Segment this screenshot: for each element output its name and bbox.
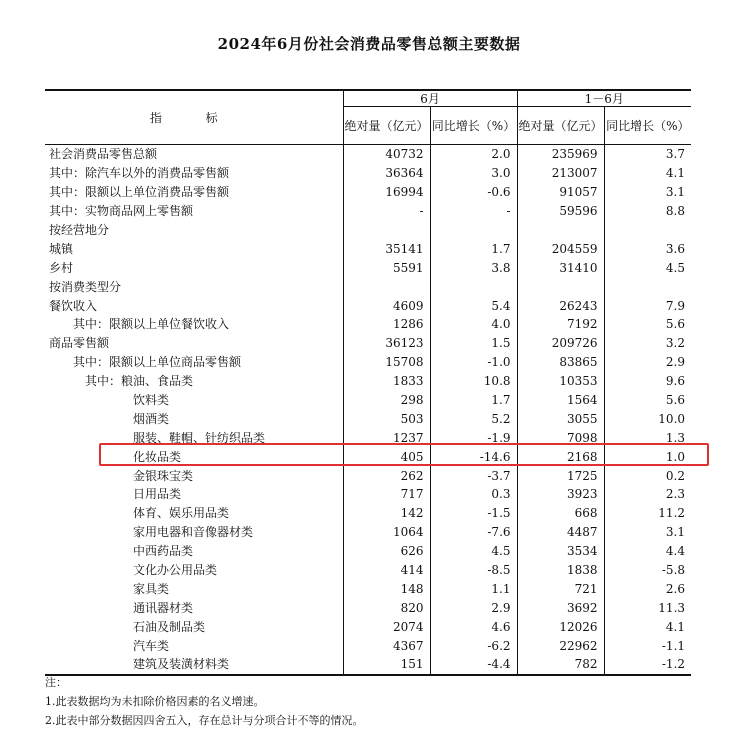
abs-header-label: 绝对量（亿元） xyxy=(344,118,429,133)
cell-ytd-abs: 213007 xyxy=(517,164,604,183)
row-label: 日用品类 xyxy=(133,487,182,502)
cell-jun-abs xyxy=(343,277,430,296)
cell-ytd-abs: 3534 xyxy=(517,542,604,561)
cell-ytd-abs xyxy=(517,277,604,296)
cell-jun-yoy: -1.5 xyxy=(430,504,517,523)
cell-ytd-yoy: 0.2 xyxy=(604,466,691,485)
cell-jun-abs: 1286 xyxy=(343,315,430,334)
cell-ytd-abs: 22962 xyxy=(517,636,604,655)
note-2: 2.此表中部分数据因四舍五入，存在总计与分项合计不等的情况。 xyxy=(45,714,364,727)
cell-ytd-abs: 12026 xyxy=(517,617,604,636)
cell-jun-abs: 35141 xyxy=(343,239,430,258)
cell-jun-yoy: -1.9 xyxy=(430,428,517,447)
table-row xyxy=(45,636,691,655)
cell-jun-yoy: 4.6 xyxy=(430,617,517,636)
cell-jun-yoy: -3.7 xyxy=(430,466,517,485)
ytd-abs-header xyxy=(517,107,604,145)
cell-jun-abs: 5591 xyxy=(343,258,430,277)
june-group-header: 6月 xyxy=(343,90,517,107)
indicator-header: 指 标 xyxy=(45,90,343,145)
row-label: 社会消费品零售总额 xyxy=(49,147,158,162)
cell-jun-yoy: 2.9 xyxy=(430,598,517,617)
cell-jun-yoy: 2.0 xyxy=(430,145,517,164)
june-abs-header xyxy=(343,107,430,145)
cell-jun-yoy: 3.8 xyxy=(430,258,517,277)
cell-jun-abs: 2074 xyxy=(343,617,430,636)
row-label: 体育、娱乐用品类 xyxy=(133,506,230,521)
cell-ytd-yoy: 3.1 xyxy=(604,523,691,542)
row-label: 服装、鞋帽、针纺织品类 xyxy=(133,430,266,445)
cell-ytd-abs: 2168 xyxy=(517,447,604,466)
cell-jun-abs: 151 xyxy=(343,655,430,675)
cell-ytd-yoy: 9.6 xyxy=(604,372,691,391)
yoy-header-label: 同比增长（%） xyxy=(606,118,690,133)
row-label: 化妆品类 xyxy=(133,449,182,464)
highlight-box xyxy=(99,443,709,466)
table-row xyxy=(45,183,691,202)
cell-ytd-yoy: 1.0 xyxy=(604,447,691,466)
cell-jun-abs: 1237 xyxy=(343,428,430,447)
row-label: 建筑及装潢材料类 xyxy=(45,655,343,675)
table-row xyxy=(45,466,691,485)
cell-jun-abs: 626 xyxy=(343,542,430,561)
cell-ytd-yoy xyxy=(604,277,691,296)
table-row xyxy=(45,315,691,334)
cell-jun-abs: - xyxy=(343,202,430,221)
cell-ytd-abs: 3692 xyxy=(517,598,604,617)
table-row xyxy=(45,561,691,580)
cell-jun-abs: 16994 xyxy=(343,183,430,202)
cell-jun-yoy: 4.5 xyxy=(430,542,517,561)
row-label: 城镇 xyxy=(49,241,74,256)
table-row xyxy=(45,334,691,353)
cell-ytd-abs: 7192 xyxy=(517,315,604,334)
cell-ytd-yoy: 4.1 xyxy=(604,617,691,636)
table-row xyxy=(45,296,691,315)
cell-jun-abs: 4609 xyxy=(343,296,430,315)
cell-ytd-abs: 26243 xyxy=(517,296,604,315)
ytd-yoy-header xyxy=(604,107,691,145)
row-label: 其中：粮油、食品类 xyxy=(85,374,194,389)
table-row xyxy=(45,221,691,240)
row-label: 家具类 xyxy=(133,581,170,596)
cell-jun-yoy: -1.0 xyxy=(430,353,517,372)
cell-ytd-yoy: 4.1 xyxy=(604,164,691,183)
cell-ytd-abs: 721 xyxy=(517,579,604,598)
ytd-group-header: 1－6月 xyxy=(517,90,691,107)
cell-jun-yoy xyxy=(430,277,517,296)
cell-ytd-abs: 3055 xyxy=(517,409,604,428)
cell-ytd-yoy: 5.6 xyxy=(604,391,691,410)
cell-jun-abs: 1064 xyxy=(343,523,430,542)
table-title: 2024年6月份社会消费品零售总额主要数据 xyxy=(217,35,521,53)
cell-jun-abs: 148 xyxy=(343,579,430,598)
cell-jun-yoy: 1.1 xyxy=(430,579,517,598)
cell-jun-abs: 36123 xyxy=(343,334,430,353)
cell-ytd-abs: 91057 xyxy=(517,183,604,202)
cell-jun-yoy: -0.6 xyxy=(430,183,517,202)
row-label: 石油及制品类 xyxy=(133,619,206,634)
table-row xyxy=(45,353,691,372)
cell-ytd-yoy xyxy=(604,221,691,240)
row-label: 家用电器和音像器材类 xyxy=(133,525,254,540)
cell-ytd-yoy: 2.3 xyxy=(604,485,691,504)
abs-header-label: 绝对量（亿元） xyxy=(518,118,603,133)
cell-jun-abs: 15708 xyxy=(343,353,430,372)
cell-ytd-abs: 7098 xyxy=(517,428,604,447)
cell-jun-abs: 142 xyxy=(343,504,430,523)
cell-jun-yoy: 3.0 xyxy=(430,164,517,183)
row-label: 金银珠宝类 xyxy=(133,468,194,483)
cell-ytd-abs: 59596 xyxy=(517,202,604,221)
cell-jun-yoy: -8.5 xyxy=(430,561,517,580)
table-body xyxy=(45,145,691,675)
cell-ytd-yoy: 3.6 xyxy=(604,239,691,258)
row-label: 其中：限额以上单位商品零售额 xyxy=(73,355,242,370)
table-row xyxy=(45,579,691,598)
cell-ytd-yoy: 2.6 xyxy=(604,579,691,598)
row-label: 乡村 xyxy=(49,260,74,275)
cell-jun-abs: 820 xyxy=(343,598,430,617)
note-heading: 注： xyxy=(45,676,67,689)
row-label: 餐饮收入 xyxy=(49,298,98,313)
footnotes xyxy=(45,673,364,730)
row-label: 汽车类 xyxy=(133,638,170,653)
cell-ytd-abs: 1564 xyxy=(517,391,604,410)
yoy-header-label: 同比增长（%） xyxy=(431,118,516,133)
table-row xyxy=(45,372,691,391)
cell-ytd-abs: 668 xyxy=(517,504,604,523)
cell-jun-yoy: 4.0 xyxy=(430,315,517,334)
cell-jun-yoy: -14.6 xyxy=(430,447,517,466)
cell-ytd-yoy: -5.8 xyxy=(604,561,691,580)
cell-jun-yoy: - xyxy=(430,202,517,221)
cell-ytd-abs: 235969 xyxy=(517,145,604,164)
cell-jun-yoy: -4.4 xyxy=(430,655,517,675)
cell-ytd-abs: 204559 xyxy=(517,239,604,258)
cell-jun-abs: 262 xyxy=(343,466,430,485)
cell-ytd-yoy: 7.9 xyxy=(604,296,691,315)
row-label: 按消费类型分 xyxy=(49,279,122,294)
cell-jun-yoy xyxy=(430,221,517,240)
cell-jun-yoy: -7.6 xyxy=(430,523,517,542)
cell-ytd-yoy: 3.2 xyxy=(604,334,691,353)
row-label: 其中：限额以上单位餐饮收入 xyxy=(73,317,230,332)
table-row xyxy=(45,598,691,617)
row-label: 烟酒类 xyxy=(133,411,170,426)
data-table xyxy=(45,89,691,676)
row-label: 饮料类 xyxy=(133,393,170,408)
cell-jun-abs: 4367 xyxy=(343,636,430,655)
cell-jun-abs: 298 xyxy=(343,391,430,410)
cell-ytd-abs: 1725 xyxy=(517,466,604,485)
table-row xyxy=(45,258,691,277)
cell-ytd-abs: 31410 xyxy=(517,258,604,277)
table-row xyxy=(45,391,691,410)
cell-ytd-yoy: 4.5 xyxy=(604,258,691,277)
cell-ytd-yoy: 11.3 xyxy=(604,598,691,617)
cell-jun-abs: 1833 xyxy=(343,372,430,391)
table-row xyxy=(45,617,691,636)
cell-jun-yoy: 5.4 xyxy=(430,296,517,315)
table-row xyxy=(45,485,691,504)
cell-ytd-yoy: 4.4 xyxy=(604,542,691,561)
cell-ytd-yoy: 8.8 xyxy=(604,202,691,221)
row-label: 中西药品类 xyxy=(133,544,194,559)
cell-ytd-yoy: 1.3 xyxy=(604,428,691,447)
table-row xyxy=(45,239,691,258)
table-row xyxy=(45,409,691,428)
cell-ytd-yoy: 3.7 xyxy=(604,145,691,164)
row-label: 文化办公用品类 xyxy=(133,563,218,578)
table-row xyxy=(45,164,691,183)
cell-ytd-yoy: -1.1 xyxy=(604,636,691,655)
cell-ytd-yoy: 3.1 xyxy=(604,183,691,202)
cell-jun-abs: 405 xyxy=(343,447,430,466)
cell-jun-yoy: 5.2 xyxy=(430,409,517,428)
cell-ytd-abs: 209726 xyxy=(517,334,604,353)
cell-ytd-abs: 4487 xyxy=(517,523,604,542)
table-row xyxy=(45,145,691,164)
cell-ytd-yoy: 2.9 xyxy=(604,353,691,372)
table-row xyxy=(45,202,691,221)
cell-jun-abs: 717 xyxy=(343,485,430,504)
row-label: 其中：除汽车以外的消费品零售额 xyxy=(49,166,230,181)
table-header xyxy=(45,90,691,145)
cell-jun-yoy: 1.7 xyxy=(430,391,517,410)
cell-jun-yoy: 10.8 xyxy=(430,372,517,391)
cell-ytd-abs: 3923 xyxy=(517,485,604,504)
row-label: 按经营地分 xyxy=(49,223,110,237)
june-yoy-header xyxy=(430,107,517,145)
cell-ytd-yoy: 10.0 xyxy=(604,409,691,428)
table-row xyxy=(45,655,691,675)
cell-ytd-yoy: -1.2 xyxy=(604,655,691,675)
cell-jun-abs xyxy=(343,221,430,240)
cell-ytd-abs: 83865 xyxy=(517,353,604,372)
table-row xyxy=(45,504,691,523)
cell-jun-abs: 40732 xyxy=(343,145,430,164)
cell-jun-abs: 36364 xyxy=(343,164,430,183)
cell-jun-yoy: 1.5 xyxy=(430,334,517,353)
table-row xyxy=(45,542,691,561)
row-label: 商品零售额 xyxy=(49,336,110,351)
note-1: 1.此表数据均为未扣除价格因素的名义增速。 xyxy=(45,695,265,708)
cell-ytd-yoy: 11.2 xyxy=(604,504,691,523)
cell-ytd-abs: 1838 xyxy=(517,561,604,580)
cell-jun-abs: 414 xyxy=(343,561,430,580)
cell-ytd-abs: 782 xyxy=(517,655,604,675)
cell-jun-abs: 503 xyxy=(343,409,430,428)
cell-jun-yoy: 1.7 xyxy=(430,239,517,258)
row-label: 通讯器材类 xyxy=(133,600,194,615)
row-label: 其中：实物商品网上零售额 xyxy=(49,204,194,219)
cell-ytd-abs: 10353 xyxy=(517,372,604,391)
table-row xyxy=(45,277,691,296)
cell-ytd-abs xyxy=(517,221,604,240)
cell-jun-yoy: 0.3 xyxy=(430,485,517,504)
cell-ytd-yoy: 5.6 xyxy=(604,315,691,334)
row-label: 其中：限额以上单位消费品零售额 xyxy=(49,185,230,200)
table-row xyxy=(45,523,691,542)
cell-jun-yoy: -6.2 xyxy=(430,636,517,655)
